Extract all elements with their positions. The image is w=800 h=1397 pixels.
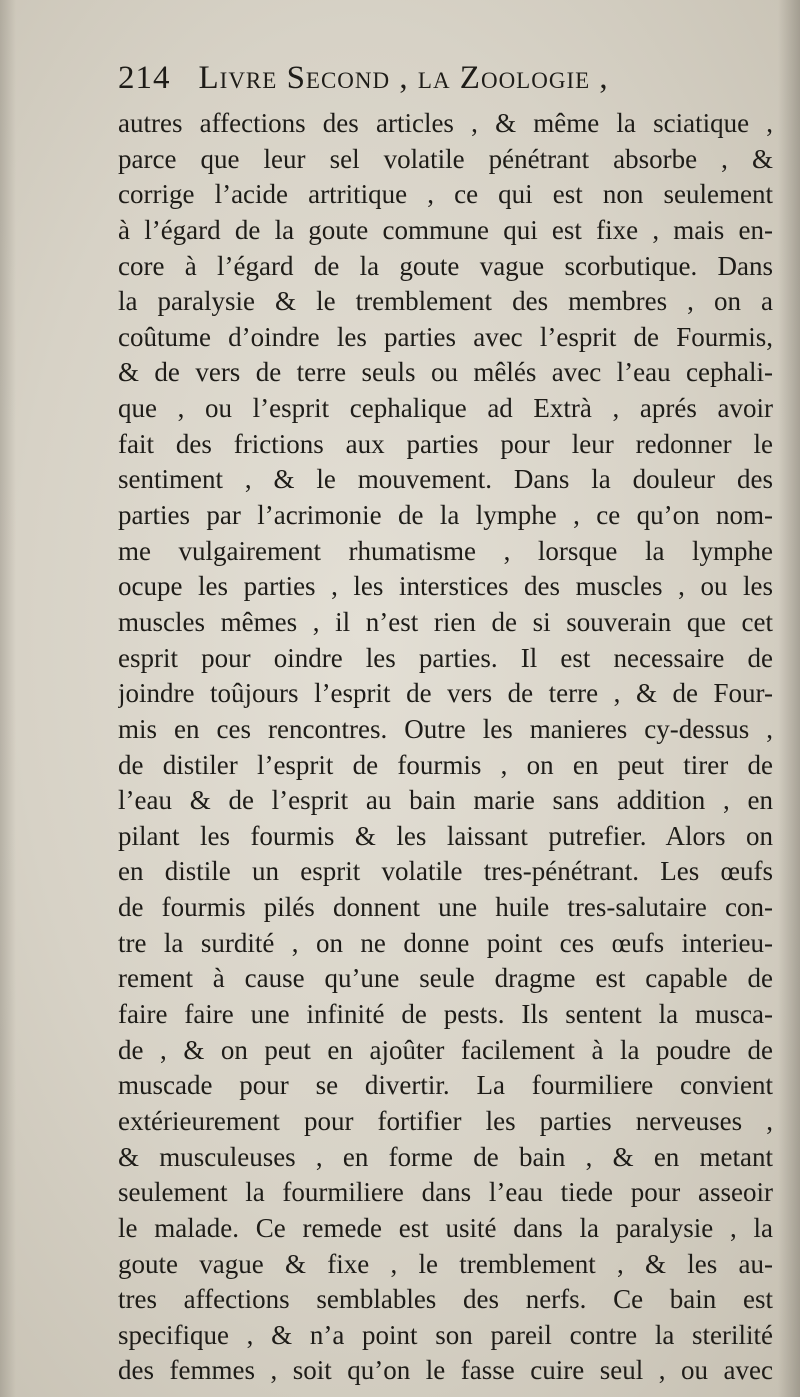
text-line: tre la surdité , on ne donne point ces œufs interieu- — [118, 927, 773, 958]
text-line: mis en ces rencontres. Outre les manieres cy-dessus , — [118, 713, 773, 744]
page-right-shadow — [778, 0, 800, 1397]
text-line: de , & on peut en ajoûter facilement à la poudre de — [118, 1034, 773, 1065]
running-title: Livre Second , la Zoologie , — [198, 60, 609, 96]
text-line: seulement la fourmiliere dans l’eau tiede pour asseoir — [118, 1177, 773, 1208]
text-line: fait des frictions aux parties pour leur redonner le — [118, 428, 773, 459]
text-line: goute vague & fixe , le tremblement , & les au- — [118, 1248, 773, 1279]
text-line: pilant les fourmis & les laissant putrefier. Alors on — [118, 820, 773, 851]
text-line: ocupe les parties , les interstices des muscles , ou les — [118, 571, 773, 602]
text-line: esprit pour oindre les parties. Il est necessaire de — [118, 642, 773, 673]
text-line: l’eau & de l’esprit au bain marie sans addition , en — [118, 785, 773, 816]
text-line: faire faire une infinité de pests. Ils sentent la musca- — [118, 999, 773, 1030]
text-line: de fourmis pilés donnent une huile tres-salutaire con- — [118, 892, 773, 923]
text-line: que , ou l’esprit cephalique ad Extrà , aprés avoir — [118, 393, 773, 424]
text-line: me vulgairement rhumatisme , lorsque la lymphe — [118, 535, 773, 566]
text-line: corrige l’acide artritique , ce qui est non seulement — [118, 179, 773, 210]
text-line: en distile un esprit volatile tres-pénétrant. Les œufs — [118, 856, 773, 887]
body-text — [118, 106, 773, 1389]
text-line: & de vers de terre seuls ou mêlés avec l’eau cephali- — [118, 357, 773, 388]
text-line: muscade pour se divertir. La fourmiliere convient — [118, 1070, 773, 1101]
page-left-shadow — [0, 0, 16, 1397]
text-line: coûtume d’oindre les parties avec l’esprit de Fourmis, — [118, 321, 773, 352]
text-line: tres affections semblables des nerfs. Ce bain est — [118, 1284, 773, 1315]
text-line: rement à cause qu’une seule dragme est capable de — [118, 963, 773, 994]
text-line: de distiler l’esprit de fourmis , on en peut tirer de — [118, 749, 773, 780]
text-line: le malade. Ce remede est usité dans la paralysie , la — [118, 1212, 773, 1243]
text-line: parties par l’acrimonie de la lymphe , ce qu’on nom- — [118, 500, 773, 531]
text-line: core à l’égard de la goute vague scorbutique. Dans — [118, 250, 773, 281]
text-line: la paralysie & le tremblement des membres , on a — [118, 286, 773, 317]
text-line: des femmes , soit qu’on le fasse cuire seul , ou avec — [118, 1355, 773, 1386]
running-head — [118, 60, 678, 106]
text-line: parce que leur sel volatile pénétrant absorbe , & — [118, 143, 773, 174]
text-line: & musculeuses , en forme de bain , & en metant — [118, 1141, 773, 1172]
text-line: joindre toûjours l’esprit de vers de terre , & de Four- — [118, 678, 773, 709]
text-line: specifique , & n’a point son pareil contre la sterilité — [118, 1319, 773, 1350]
text-line: muscles mêmes , il n’est rien de si souverain que cet — [118, 606, 773, 637]
text-line: à l’égard de la goute commune qui est fixe , mais en- — [118, 214, 773, 245]
text-line: autres affections des articles , & même la sciatique , — [118, 108, 773, 138]
text-line: extérieurement pour fortifier les parties nerveuses , — [118, 1105, 773, 1136]
text-line: sentiment , & le mouvement. Dans la douleur des — [118, 464, 773, 495]
page-number: 214 — [118, 60, 171, 96]
